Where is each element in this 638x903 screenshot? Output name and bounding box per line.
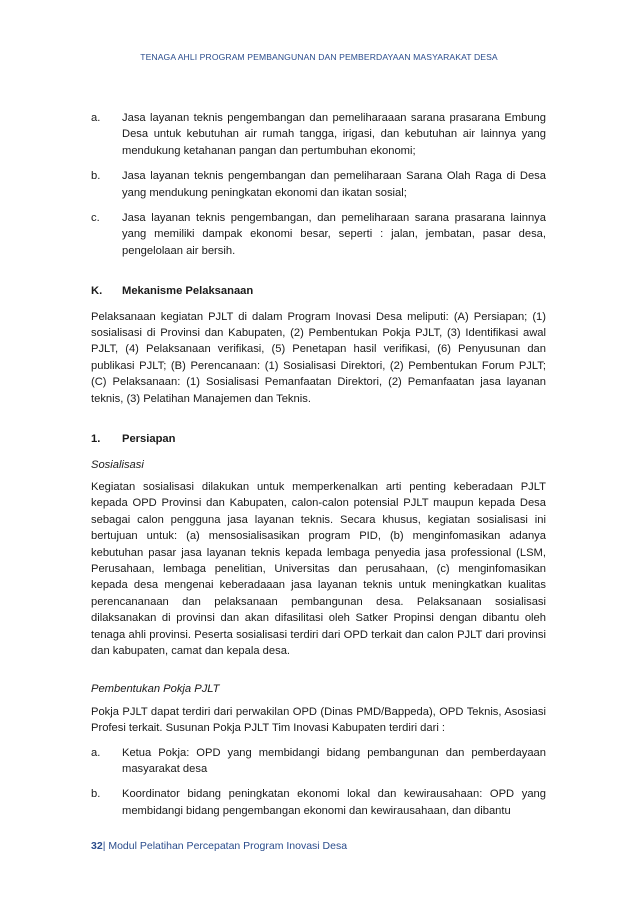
section-marker: K.	[91, 285, 103, 298]
list-marker: c.	[91, 212, 100, 225]
list-text: Jasa layanan teknis pengembangan, dan pemeliharaan sarana prasarana lainnya yang memiliki dampak ekonomi besar, seperti : jalan, jembatan, pasar desa, pengelolaan air bersih.	[122, 212, 546, 257]
list-item	[91, 745, 546, 778]
page-footer	[91, 840, 347, 852]
section-marker: 1.	[91, 433, 101, 446]
sosialisasi-paragraph: Kegiatan sosialisasi dilakukan untuk memperkenalkan arti penting keberadaan PJLT kepada OPD Provinsi dan Kabupaten, calon-calon potensial PJLT maupun kepada Desa sebagai calon pengguna jasa layanan teknis. Secara khusus, kegiatan sosialisasi ini bertujuan untuk: (a) mensosialisasikan program PID, (b) menginfomasikan adanya kebutuhan pasar jasa layanan teknis kepada lembaga penyedia jasa professional (LSM, Perusahaan, lembaga penelitian, Universitas dan perusahaan, (c) menginfomasikan kepada desa mengenai keberadaaan jasa layanan teknis untuk meningkatkan kualitas perencananaan dan pelaksanaan pembangunan desa. Pelaksanaan sosialisasi dilaksanakan di provinsi dan akan difasilitasi oleh Satker Propinsi dengan dibantu oleh tenaga ahli provinsi. Peserta sosialisasi terdiri dari OPD terkait dan calon PJLT dari provinsi dan kabupaten, camat dan kepala desa.	[91, 480, 546, 657]
section-heading-1	[91, 431, 546, 447]
list-item	[91, 786, 546, 819]
list-text: Jasa layanan teknis pengembangan dan pemeliharaaan sarana prasarana Embung Desa untuk kebutuhan air rumah tangga, irigasi, dan kebutuhan air lainnya yang mendukung ketahanan pangan dan pertumbuhan ekonomi;	[122, 112, 546, 157]
list-item	[91, 210, 546, 259]
pokja-paragraph: Pokja PJLT dapat terdiri dari perwakilan OPD (Dinas PMD/Bappeda), OPD Teknis, Asosiasi Profesi terkait. Susunan Pokja PJLT Tim Inovasi Kabupaten terdiri dari :	[91, 705, 546, 735]
list-marker: a.	[91, 746, 101, 759]
list-marker: b.	[91, 170, 101, 183]
list-item	[91, 168, 546, 201]
running-header: TENAGA AHLI PROGRAM PEMBANGUNAN DAN PEMBERDAYAAN MASYARAKAT DESA	[140, 52, 498, 62]
section-title: Mekanisme Pelaksanaan	[122, 285, 254, 298]
page-content	[91, 110, 546, 828]
section-title: Persiapan	[122, 433, 176, 446]
list-text: Jasa layanan teknis pengembangan dan pemeliharaan Sarana Olah Raga di Desa yang mendukung peningkatan ekonomi dan ikatan sosial;	[122, 170, 546, 199]
list-marker: b.	[91, 788, 101, 801]
subheading-pokja: Pembentukan Pokja PJLT	[91, 683, 220, 696]
subheading-sosialisasi: Sosialisasi	[91, 458, 144, 471]
page-number: 32	[91, 840, 103, 852]
list-item	[91, 110, 546, 159]
list-text: Ketua Pokja: OPD yang membidangi bidang pembangunan dan pemberdayaan masyarakat desa	[122, 746, 546, 775]
section-heading-k	[91, 283, 546, 299]
section-k-paragraph: Pelaksanaan kegiatan PJLT di dalam Program Inovasi Desa meliputi: (A) Persiapan; (1) sosialisasi di Provinsi dan Kabupaten, (2) Pembentukan Pokja PJLT, (3) Identifikasi awal PJLT, (4) Pelaksanaan verifikasi, (5) Penetapan hasil verifikasi, (6) Penyusunan dan publikasi PJLT; (B) Perencanaan: (1) Sosialisasi Direktori, (2) Pembentukan Forum PJLT; (C) Pelaksanaan: (1) Sosialisasi Pemanfaatan Direktori, (2) Pemanfaatan jasa layanan teknis, (3) Pelatihan Manajemen dan Teknis.	[91, 310, 546, 405]
list-marker: a.	[91, 112, 101, 124]
footer-separator: |	[102, 840, 106, 852]
module-title: Modul Pelatihan Percepatan Program Inovasi Desa	[108, 840, 348, 852]
list-text: Koordinator bidang peningkatan ekonomi lokal dan kewirausahaan: OPD yang membidangi bidang pengembangan ekonomi dan kewirausahaan, dan dibantu	[122, 788, 546, 817]
